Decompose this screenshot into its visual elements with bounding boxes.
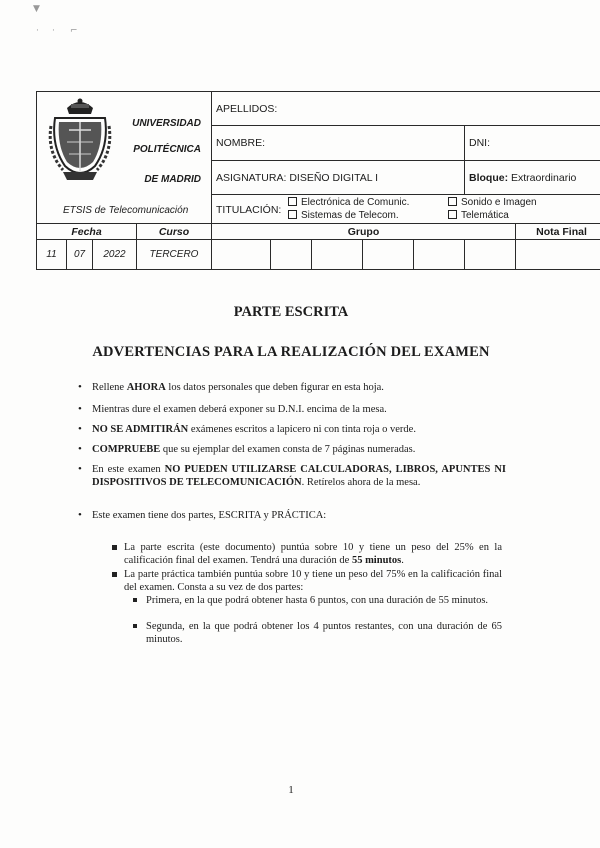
- instruction-item: • En este examen NO PUEDEN UTILIZARSE CALCULADORAS, LIBROS, APUNTES NI DISPOSITIVOS DE TELECOMUNICACIÓN. Retírelos ahora de la mesa.: [92, 463, 506, 489]
- university-name-line2: POLITÉCNICA: [133, 144, 201, 155]
- option-sonido[interactable]: Sonido e Imagen: [448, 196, 537, 209]
- bloque-label: Bloque:: [469, 171, 509, 184]
- instruction-item: • Mientras dure el examen deberá exponer su D.N.I. encima de la mesa.: [92, 403, 506, 416]
- bloque-value: Extraordinario: [511, 171, 577, 184]
- grupo-cell[interactable]: [414, 240, 465, 270]
- option-sistemas[interactable]: Sistemas de Telecom.: [288, 209, 409, 222]
- nota-final-cell[interactable]: [516, 240, 600, 270]
- titulacion-field: [212, 195, 600, 224]
- grupo-cell[interactable]: [312, 240, 363, 270]
- checkbox[interactable]: [288, 210, 297, 219]
- university-name-line3: DE MADRID: [144, 174, 201, 185]
- bloque-field: [465, 161, 600, 195]
- scan-mark: ⌐: [70, 26, 78, 36]
- dni-field[interactable]: DNI:: [465, 126, 600, 161]
- curso-header: Curso: [137, 224, 212, 240]
- grupo-header: Grupo: [212, 224, 516, 240]
- exam-header-table: [36, 91, 600, 270]
- scan-mark: ·: [36, 26, 39, 36]
- school-name: ETSIS de Telecomunicación: [63, 205, 189, 216]
- page-subtitle: ADVERTENCIAS PARA LA REALIZACIÓN DEL EXAMEN: [92, 344, 490, 360]
- grupo-cell[interactable]: [363, 240, 414, 270]
- option-electronica[interactable]: Electrónica de Comunic.: [288, 196, 409, 209]
- sub-instruction: La parte escrita (este documento) puntúa sobre 10 y tiene un peso del 25% en la calificación final del examen. Tendrá una duración de 55 minutos.: [124, 542, 502, 566]
- instruction-item: • Rellene AHORA los datos personales que deben figurar en esta hoja.: [92, 381, 506, 394]
- grupo-cell[interactable]: [465, 240, 516, 270]
- checkbox[interactable]: [288, 197, 297, 206]
- instruction-item: • NO SE ADMITIRÁN exámenes escritos a lapicero ni con tinta roja o verde.: [92, 423, 506, 436]
- checkbox[interactable]: [448, 197, 457, 206]
- asignatura-field: ASIGNATURA: DISEÑO DIGITAL I: [212, 161, 465, 195]
- apellidos-field[interactable]: APELLIDOS:: [212, 92, 600, 126]
- scan-mark: ▼: [33, 4, 40, 14]
- page-title: PARTE ESCRITA: [233, 304, 349, 320]
- grupo-cell[interactable]: [212, 240, 271, 270]
- scan-mark: ·: [52, 26, 55, 36]
- date-year: 2022: [93, 240, 137, 270]
- instruction-item: • Este examen tiene dos partes, ESCRITA y PRÁCTICA:: [92, 509, 506, 522]
- nombre-field[interactable]: NOMBRE:: [212, 126, 465, 161]
- university-block: [37, 92, 212, 224]
- sub-sub-instruction: Primera, en la que podrá obtener hasta 6 puntos, con una duración de 55 minutos.: [146, 594, 502, 607]
- nota-final-header: Nota Final: [516, 224, 600, 240]
- checkbox[interactable]: [448, 210, 457, 219]
- curso-value: TERCERO: [137, 240, 212, 270]
- sub-instruction: La parte práctica también puntúa sobre 10 y tiene un peso del 75% en la calificación final del examen. Consta a su vez de dos partes:: [124, 569, 502, 593]
- titulacion-label: TITULACIÓN:: [216, 204, 282, 216]
- fecha-header: Fecha: [37, 224, 137, 240]
- date-month: 07: [67, 240, 93, 270]
- university-name-line1: UNIVERSIDAD: [132, 118, 201, 129]
- date-day: 11: [37, 240, 67, 270]
- upm-crest-logo: [45, 96, 115, 184]
- instruction-item: • COMPRUEBE que su ejemplar del examen consta de 7 páginas numeradas.: [92, 443, 506, 456]
- page-number: 1: [288, 784, 294, 796]
- sub-sub-instruction: Segunda, en la que podrá obtener los 4 puntos restantes, con una duración de 65 minutos.: [146, 621, 502, 645]
- option-telematica[interactable]: Telemática: [448, 209, 537, 222]
- grupo-cell[interactable]: [271, 240, 312, 270]
